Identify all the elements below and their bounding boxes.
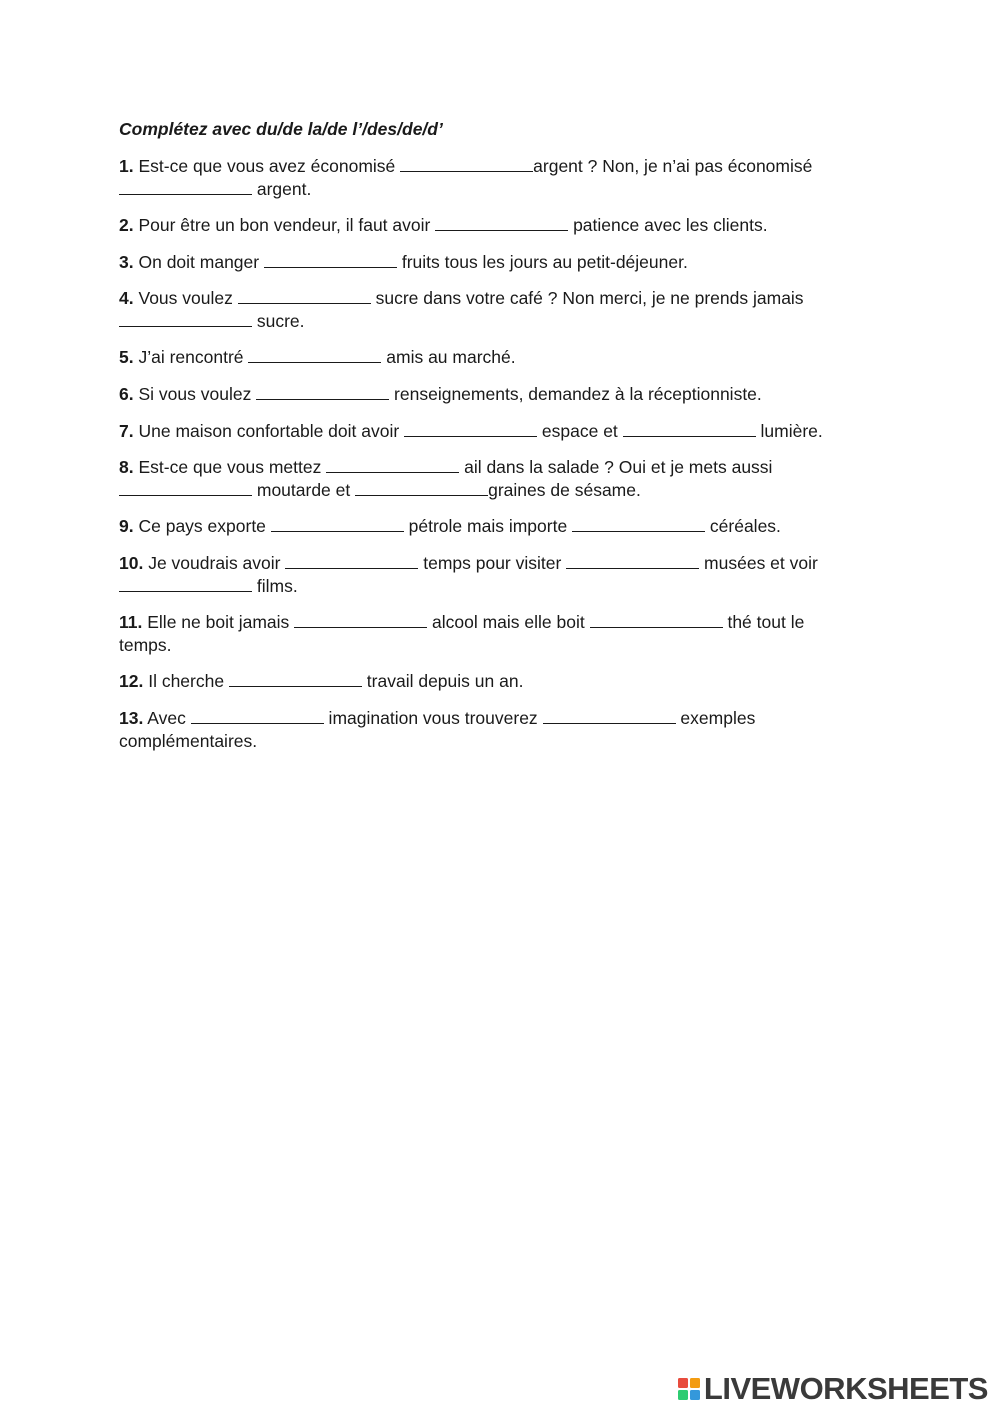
exercise-text: moutarde et	[252, 480, 356, 500]
exercise-number: 1.	[119, 156, 134, 176]
exercise-number: 12.	[119, 671, 144, 691]
answer-blank[interactable]	[238, 289, 371, 304]
exercise-number: 7.	[119, 421, 134, 441]
answer-blank[interactable]	[256, 385, 389, 400]
exercise-number: 8.	[119, 457, 134, 477]
exercise-text: fruits tous les jours au petit-déjeuner.	[396, 252, 688, 272]
exercise-text: Il cherche	[148, 671, 229, 691]
exercise-text: pétrole mais importe	[403, 516, 573, 536]
exercise-item	[119, 611, 859, 657]
exercise-item	[119, 456, 859, 502]
exercise-item	[119, 515, 859, 538]
exercise-text: Une maison confortable doit avoir	[138, 421, 405, 441]
exercise-text: Est-ce que vous mettez	[138, 457, 327, 477]
liveworksheets-logo-icon	[677, 1377, 701, 1401]
worksheet-title: Complétez avec du/de la/de l’/des/de/d’	[119, 119, 443, 139]
exercise-number: 4.	[119, 288, 134, 308]
answer-blank[interactable]	[294, 613, 427, 628]
exercise-text: renseignements, demandez à la réceptionniste.	[389, 384, 762, 404]
exercise-number: 3.	[119, 252, 134, 272]
exercise-item	[119, 214, 859, 237]
exercise-number: 2.	[119, 215, 134, 235]
answer-blank[interactable]	[400, 157, 533, 172]
exercise-item	[119, 420, 859, 443]
exercise-text: On doit manger	[138, 252, 264, 272]
exercise-item	[119, 155, 859, 201]
exercise-text: exemples complémentaires.	[119, 708, 756, 751]
answer-blank[interactable]	[543, 709, 676, 724]
exercise-text: Si vous voulez	[138, 384, 257, 404]
exercise-text: ail dans la salade ? Oui et je mets aussi	[459, 457, 773, 477]
answer-blank[interactable]	[191, 709, 324, 724]
answer-blank[interactable]	[119, 180, 252, 195]
exercise-text: alcool mais elle boit	[427, 612, 590, 632]
exercise-text: sucre dans votre café ? Non merci, je ne prends jamais	[370, 288, 804, 308]
exercise-number: 11.	[119, 612, 143, 632]
exercise-number: 6.	[119, 384, 134, 404]
exercise-item	[119, 383, 859, 406]
exercise-text: patience avec les clients.	[568, 215, 768, 235]
exercise-item	[119, 707, 859, 753]
exercise-text: Avec	[147, 708, 191, 728]
exercise-text: argent.	[252, 179, 312, 199]
answer-blank[interactable]	[229, 672, 362, 687]
exercise-item	[119, 251, 859, 274]
exercise-item	[119, 287, 859, 333]
exercise-item	[119, 552, 859, 598]
exercise-text: Je voudrais avoir	[148, 553, 286, 573]
answer-blank[interactable]	[119, 312, 252, 327]
exercise-text: Pour être un bon vendeur, il faut avoir	[138, 215, 436, 235]
exercise-text: imagination vous trouverez	[323, 708, 543, 728]
answer-blank[interactable]	[119, 481, 252, 496]
answer-blank[interactable]	[572, 517, 705, 532]
exercise-item	[119, 670, 859, 693]
exercise-text: Ce pays exporte	[138, 516, 271, 536]
answer-blank[interactable]	[119, 577, 252, 592]
exercise-text: Vous voulez	[138, 288, 238, 308]
exercise-text: lumière.	[755, 421, 823, 441]
exercise-text: musées et voir	[699, 553, 818, 573]
answer-blank[interactable]	[623, 422, 756, 437]
exercise-text: amis au marché.	[381, 347, 516, 367]
answer-blank[interactable]	[566, 554, 699, 569]
exercise-text: sucre.	[252, 311, 305, 331]
exercise-text: Elle ne boit jamais	[147, 612, 295, 632]
answer-blank[interactable]	[590, 613, 723, 628]
exercise-item	[119, 346, 859, 369]
answer-blank[interactable]	[355, 481, 488, 496]
exercise-text: espace et	[537, 421, 623, 441]
answer-blank[interactable]	[285, 554, 418, 569]
exercise-text: travail depuis un an.	[361, 671, 524, 691]
exercise-number: 10.	[119, 553, 144, 573]
exercise-number: 13.	[119, 708, 144, 728]
answer-blank[interactable]	[248, 348, 381, 363]
answer-blank[interactable]	[435, 216, 568, 231]
exercise-text: temps pour visiter	[418, 553, 567, 573]
answer-blank[interactable]	[404, 422, 537, 437]
liveworksheets-logo	[677, 1370, 988, 1408]
exercise-text: céréales.	[705, 516, 781, 536]
exercise-text: films.	[252, 576, 298, 596]
exercise-text: argent ? Non, je n’ai pas économisé	[533, 156, 813, 176]
answer-blank[interactable]	[271, 517, 404, 532]
logo-wordmark: LIVEWORKSHEETS	[703, 1371, 988, 1406]
answer-blank[interactable]	[326, 458, 459, 473]
exercise-text: J’ai rencontré	[138, 347, 249, 367]
exercise-number: 9.	[119, 516, 134, 536]
exercise-number: 5.	[119, 347, 134, 367]
exercise-text: thé tout le temps.	[119, 612, 805, 655]
answer-blank[interactable]	[264, 253, 397, 268]
exercise-text: Est-ce que vous avez économisé	[138, 156, 401, 176]
exercise-text: graines de sésame.	[488, 480, 641, 500]
